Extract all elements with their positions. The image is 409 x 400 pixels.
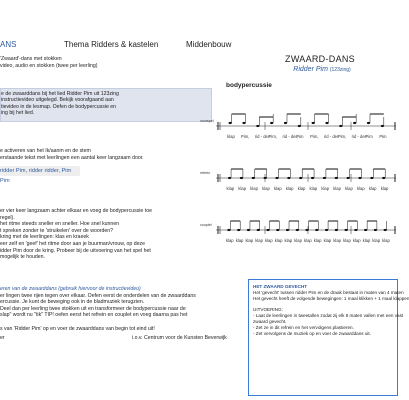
step-activation [0, 148, 144, 161]
note-head [374, 229, 377, 231]
lyric-text: klap [297, 186, 306, 191]
song-name: Ridder Pim [293, 66, 328, 73]
song-source: (123zing) [329, 67, 351, 73]
note-head [384, 229, 387, 231]
lyric-text: klap [250, 186, 258, 191]
instruction-callout [0, 88, 212, 122]
note-head [323, 177, 326, 179]
infobox-line: Het 'gevecht' tussen ridder Pim en de draak bestaat in maten van 4 maten [253, 290, 404, 296]
header-left: ANS [0, 40, 17, 49]
step-line: er vier keer langzaam achter elkaar en voeg de bodypercussie toe [0, 208, 152, 214]
note-head [370, 177, 373, 179]
step-line: mogelijk te houden. [0, 254, 45, 261]
lyric-text: klap [382, 238, 390, 243]
note-head [256, 125, 259, 127]
step-line: er lingen twee rijen tegen over elkaar. Oefen eerst de onderdelen van de zwaarddans [0, 292, 196, 299]
lyric-text: rid - der, [282, 134, 298, 139]
infobox-list-item: - Zet vervolgens de muziek op en voer de zwaarddans uit. [253, 331, 371, 337]
note-head [311, 177, 314, 179]
lyric-text: klap [285, 186, 294, 191]
lyric-text: klap [304, 238, 312, 243]
note-head [228, 177, 231, 179]
lyric-text: klap [380, 186, 389, 191]
note-head [237, 229, 240, 231]
note-head [275, 177, 278, 179]
step-rhythm [0, 208, 152, 261]
note-head [299, 177, 302, 179]
lyric-text: klap [294, 238, 302, 243]
header-level: Middenbouw [186, 40, 232, 49]
infobox-heading: HET ZWAARD GEVECHT [253, 284, 308, 289]
lyric-text: klap [345, 186, 353, 191]
note-head [264, 177, 267, 179]
lyric-text: Pim [365, 134, 373, 139]
note-head [266, 229, 269, 231]
lyric-text: klap [273, 186, 282, 191]
footer-credit: i.o.v. Centrum voor de Kunsten Beverwijk [132, 335, 227, 341]
step-line [0, 319, 196, 326]
note-head [229, 122, 232, 124]
note-head [364, 229, 367, 231]
step-line: regel). [0, 214, 15, 221]
step-line: erstaande tekst met leerlingen een aantal keer langzaam door. [0, 154, 144, 161]
note-head [354, 229, 357, 231]
lyric-text: Pim, [310, 134, 319, 139]
staff-label: refrein [200, 171, 211, 175]
infobox-list-heading: UITVOERING: [253, 306, 283, 312]
staff-label: couplet [200, 223, 212, 227]
step-line: t spreken zonder te 'struikelen' over de woorden? [0, 227, 114, 234]
lyric-text: klap [309, 186, 318, 191]
infobox-list-item: zwaard gevecht. [253, 319, 287, 325]
infobox-list-item: - Laat de leerlingen in tweetallen zodat zij elk 8 maten vallen met een vast [253, 312, 404, 318]
note-head [325, 229, 328, 231]
lyric-text: rid - der [254, 134, 270, 139]
note-head [347, 177, 350, 179]
lyric-text: Pim [296, 134, 304, 139]
note-head [240, 177, 243, 179]
intro-block [0, 56, 97, 69]
step-line: idder Pim door de kring. Probeer bij de uitvoering van het spel het [0, 247, 151, 254]
callout-line: instructievideo uitgelegd. Bekijk voorafgaand aan [1, 97, 114, 104]
lyric-text: klap [255, 238, 263, 243]
note-head [287, 177, 290, 179]
note-head [298, 125, 301, 127]
lyric-text: klap [333, 186, 341, 191]
step-line: eer zelf en 'geef' het ritme door aan je buurman/vrouw, op deze [0, 240, 146, 247]
lyric-text: Pim, [337, 134, 347, 139]
intro-line: video, audio en stokken (twee per leerling) [0, 62, 98, 69]
lyric-text: klap [352, 238, 361, 243]
note-head [276, 229, 279, 231]
chant-text: ridder Pim, ridder ridder, Pim Pim [0, 166, 80, 176]
sword-fight-infobox [248, 279, 409, 396]
note-head [296, 229, 299, 231]
lyric-text: klap [227, 134, 235, 139]
note-head [315, 229, 318, 231]
lyric-text: Pim [379, 134, 387, 139]
lyric-text: klap [343, 238, 351, 243]
note-head [242, 122, 245, 124]
lyric-text: klap [264, 238, 273, 243]
step-line: kring met de leerlingen: klas en kraeek [0, 234, 89, 241]
note-head [257, 229, 260, 231]
note-head [339, 125, 342, 127]
lyric-text: klap [225, 238, 234, 243]
lyric-text: rid - der [323, 134, 339, 139]
score-title: ZWAARD-DANS [285, 54, 355, 64]
step-line: slap" wordt nu "tik" TIP! oefen eerst het refrein en couplet en voeg daarna pas het [0, 312, 188, 319]
step-line: eren van de zwaarddans (gebruik hiervoor de instructievideo) [0, 286, 141, 292]
note-head [358, 177, 361, 179]
note-head [367, 122, 370, 124]
lyric-text: klap [262, 186, 270, 191]
infobox-list-item: - Zet ze in dit refrein en het vervolgens plastieren. [253, 325, 354, 331]
lyric-text: klap [323, 238, 332, 243]
lyric-text: klap [235, 238, 244, 243]
step-dance [0, 286, 196, 332]
lyric-text: klap [274, 238, 283, 243]
step-line: het ritme steeds sneller en sneller. Hoe snel kunnen [0, 221, 120, 228]
note-head [381, 125, 384, 127]
lyric-text: klap [245, 238, 254, 243]
step-line: Deel dan per leerling twee stokken uit en transformeer de bodypercussie naar de [0, 305, 186, 312]
callout-line: tievideo in de lesmap. Oefen de bodypercussie en [1, 103, 117, 110]
step-line: ercussie. Je kunt de beweging ook in de bladmuziek terugzien. [0, 299, 145, 306]
step-line: e activeren van het Ik/aanm en de stem [0, 148, 91, 154]
lyric-text: klap [368, 186, 377, 191]
lyric-text: Pim, [268, 134, 278, 139]
infobox-line: Het gevecht heeft de volgende bewegingen: 1 maal klikken + 1 maal klappen [253, 296, 409, 302]
note-head [335, 177, 338, 179]
note-head [353, 122, 356, 124]
note-head [252, 177, 255, 179]
note-head [312, 122, 315, 124]
header-theme: Thema Ridders & kastelen [64, 40, 159, 49]
sheet-music [200, 94, 398, 264]
lyric-text: Pim, [240, 134, 250, 139]
note-head [270, 122, 273, 124]
note-head [286, 229, 289, 231]
staff-label: voorspel [200, 119, 214, 123]
note-head [382, 177, 385, 179]
lyric-text: rid - der [351, 134, 367, 139]
lyric-text: klap [284, 238, 293, 243]
note-head [284, 122, 287, 124]
lyric-text: klap [356, 186, 365, 191]
note-head [345, 229, 348, 231]
score-subtitle [262, 66, 382, 73]
lyric-text: klap [333, 238, 342, 243]
score-section: bodypercussie [226, 82, 272, 89]
lyric-text: klap [372, 238, 381, 243]
note-head [305, 229, 308, 231]
lyric-text: klap [238, 186, 247, 191]
note-head [325, 122, 328, 124]
lyric-text: klap [321, 186, 330, 191]
note-head [247, 229, 250, 231]
step-line: s van 'Ridder Pim' op en voer de zwaarddans van begin tot eind uit! [0, 325, 155, 332]
callout-line: e de zwaarddans bij het lied Ridder Pim uit 123zing [1, 91, 119, 97]
footer-left: er [0, 335, 5, 341]
callout-line: ing bij het lied. [1, 110, 35, 117]
note-head [227, 229, 230, 231]
note-head [335, 229, 338, 231]
lyric-text: klap [362, 238, 371, 243]
lyric-text: klap [226, 186, 235, 191]
lyric-text: klap [313, 238, 322, 243]
intro-line: 'Zwaard'-dans met stokken [0, 56, 62, 62]
